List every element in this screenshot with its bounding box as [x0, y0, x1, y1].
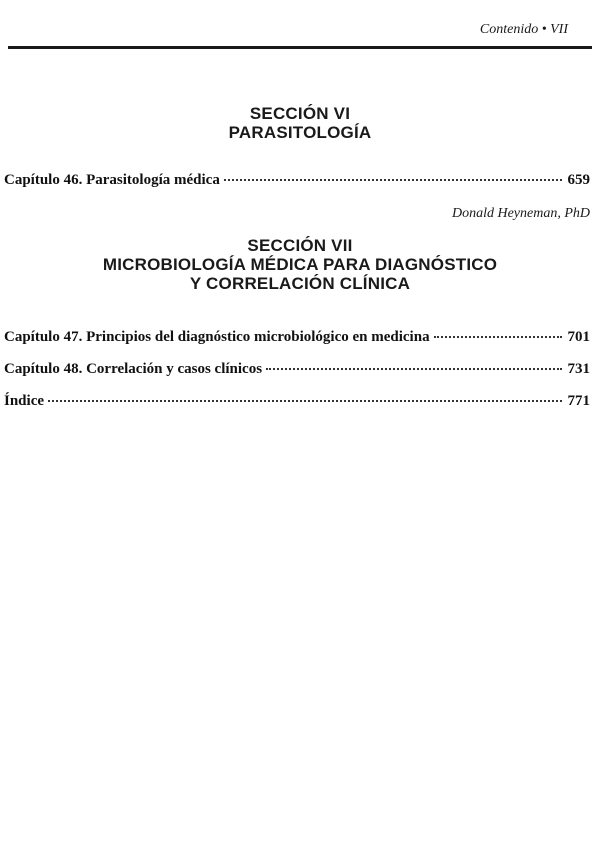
- toc-entry-page: 701: [567, 329, 590, 345]
- toc-entry-page: 731: [567, 361, 590, 377]
- section-vii-title-line2: Y CORRELACIÓN CLÍNICA: [189, 274, 411, 293]
- dot-leader: [48, 400, 561, 402]
- dot-leader: [224, 179, 562, 181]
- toc-entry-chapter-46[interactable]: [4, 172, 590, 189]
- toc-entry-chapter-47[interactable]: [4, 329, 590, 346]
- dot-leader: [266, 368, 561, 370]
- dot-leader: [434, 336, 562, 338]
- toc-entry-label: Capítulo 48. Correlación y casos clínicos: [4, 361, 263, 377]
- section-vi-title: PARASITOLOGÍA: [228, 123, 372, 142]
- toc-entry-label: Índice: [4, 393, 45, 409]
- chapter-author: Donald Heyneman, PhD: [451, 206, 590, 221]
- toc-entry-page: 659: [567, 172, 590, 188]
- section-vii-number: SECCIÓN VII: [247, 236, 353, 255]
- header-rule: [8, 46, 592, 49]
- running-head: Contenido • VII: [479, 22, 568, 37]
- toc-entry-page: 771: [567, 393, 590, 409]
- toc-entry-label: Capítulo 47. Principios del diagnóstico microbiológico en medicina: [4, 329, 430, 345]
- toc-entry-label: Capítulo 46. Parasitología médica: [4, 172, 220, 188]
- toc-entry-index[interactable]: [4, 393, 590, 410]
- toc-entry-chapter-48[interactable]: [4, 361, 590, 378]
- section-vi-heading: [0, 104, 600, 142]
- section-vii-title-line1: MICROBIOLOGÍA MÉDICA PARA DIAGNÓSTICO: [102, 255, 498, 274]
- section-vi-number: SECCIÓN VI: [249, 104, 351, 123]
- section-vii-heading: [0, 236, 600, 293]
